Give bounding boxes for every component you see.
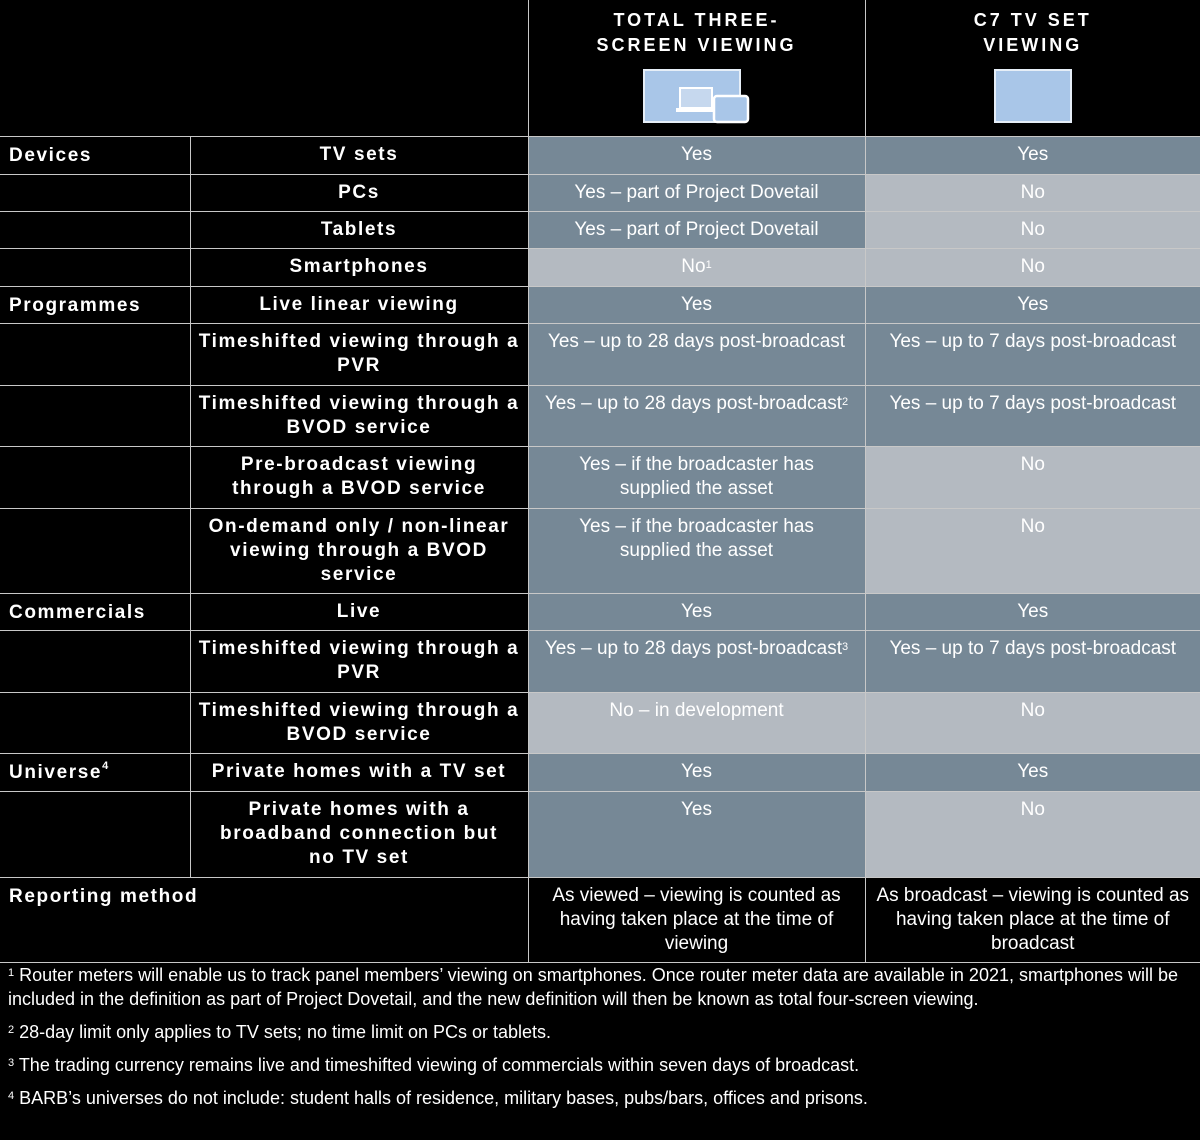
row-category [0, 286, 190, 323]
header-row [0, 0, 1200, 136]
three-screen-value [528, 593, 865, 630]
three-screen-value [528, 791, 865, 877]
value-text: Yes [681, 798, 712, 820]
footnote-text: The trading currency remains live and timeshifted viewing of commercials within seven days of broadcast. [18, 1055, 860, 1075]
value-text: Yes [681, 600, 712, 622]
row-category [0, 791, 190, 877]
row-label-text: Live linear viewing [259, 293, 459, 315]
row-category [0, 692, 190, 753]
cell-text [533, 330, 861, 354]
footnote-number: 4 [8, 1090, 15, 1102]
row-category [0, 174, 190, 211]
c7-value [865, 446, 1200, 508]
c7-value [865, 286, 1200, 323]
row-label [190, 385, 528, 446]
row-category [0, 248, 190, 286]
cell-text [533, 143, 861, 167]
value-text: No [1020, 181, 1045, 203]
row-label-text: On-demand only / non-linear viewing through a BVOD service [208, 515, 510, 585]
table-row [0, 136, 1200, 174]
value-text: Yes – up to 28 days post-broadcast [544, 637, 843, 659]
c7-value [865, 692, 1200, 753]
footnote-text: BARB’s universes do not include: student halls of residence, military bases, pubs/bars, offices and prisons. [19, 1088, 868, 1108]
cell-text [567, 515, 827, 563]
three-screen-value [528, 385, 865, 446]
footnote [0, 1053, 1200, 1077]
row-label [190, 791, 528, 877]
table-row [0, 593, 1200, 630]
cell-text [533, 760, 861, 784]
footnote [0, 1086, 1200, 1110]
column-title: C7 TV SET VIEWING [973, 10, 1092, 55]
row-label [190, 211, 528, 248]
row-label [190, 508, 528, 593]
cell-text [533, 255, 861, 279]
c7-value [865, 508, 1200, 593]
table-row [0, 323, 1200, 385]
row-label [190, 692, 528, 753]
c7-value [865, 323, 1200, 385]
cell-text [533, 293, 861, 317]
category-label: Universe [9, 761, 103, 783]
value-text: Yes [1017, 143, 1049, 165]
footnote-marker: 1 [705, 258, 712, 271]
three-screen-value [528, 323, 865, 385]
row-label-text: Tablets [320, 218, 398, 240]
value-text: Yes – up to 7 days post-broadcast [889, 637, 1177, 659]
table-row [0, 385, 1200, 446]
row-label [190, 446, 528, 508]
value-text: Yes [1017, 760, 1049, 782]
category-label: Commercials [9, 601, 146, 623]
cell-text [533, 637, 861, 661]
row-category [0, 136, 190, 174]
value-text: Yes – up to 7 days post-broadcast [889, 392, 1177, 414]
reporting-text: As broadcast – viewing is counted as having taken place at the time of broadcast [876, 884, 1190, 954]
three-screen-value [528, 630, 865, 692]
value-text: No [1020, 515, 1045, 537]
three-screen-reporting [528, 877, 865, 963]
value-text: Yes – up to 7 days post-broadcast [889, 330, 1177, 352]
row-category [0, 630, 190, 692]
row-label-text: Smartphones [289, 255, 429, 277]
row-category [0, 508, 190, 593]
cell-text [533, 699, 861, 723]
value-text: No [1020, 453, 1045, 475]
row-label-text: Live [336, 600, 382, 622]
c7-value [865, 136, 1200, 174]
c7-value [865, 791, 1200, 877]
three-screen-value [528, 174, 865, 211]
row-category [0, 753, 190, 791]
row-category [0, 323, 190, 385]
table-row [0, 446, 1200, 508]
value-text: Yes – if the broadcaster has supplied the asset [579, 515, 814, 561]
table-row [0, 508, 1200, 593]
c7-value [865, 248, 1200, 286]
value-text: No [1020, 255, 1045, 277]
row-label-text: Timeshifted viewing through a PVR [198, 330, 520, 376]
c7-value [865, 211, 1200, 248]
row-category [0, 211, 190, 248]
table-row [0, 174, 1200, 211]
value-text: No [1020, 798, 1045, 820]
tv-icon [993, 68, 1073, 126]
value-text: No [1020, 699, 1045, 721]
footnote [0, 1020, 1200, 1044]
value-text: Yes – up to 28 days post-broadcast [544, 392, 843, 414]
cell-text [533, 218, 861, 242]
value-text: No [1020, 218, 1045, 240]
row-label [190, 136, 528, 174]
footnote-number: 1 [8, 967, 15, 979]
row-category [0, 385, 190, 446]
three-screen-value [528, 508, 865, 593]
value-text: Yes – part of Project Dovetail [574, 181, 819, 203]
cell-text [567, 453, 827, 501]
row-label-text: Timeshifted viewing through a BVOD service [198, 392, 520, 438]
table-row [0, 753, 1200, 791]
table-row [0, 692, 1200, 753]
value-text: Yes – part of Project Dovetail [574, 218, 819, 240]
value-text: Yes [681, 760, 712, 782]
three-screen-value [528, 211, 865, 248]
c7-value [865, 385, 1200, 446]
row-label [190, 593, 528, 630]
value-text: Yes – up to 28 days post-broadcast [547, 330, 846, 352]
footnote-marker: 3 [842, 640, 849, 653]
column-title: TOTAL THREE-SCREEN VIEWING [596, 10, 797, 55]
reporting-label [0, 877, 528, 963]
row-category [0, 446, 190, 508]
c7-value [865, 593, 1200, 630]
row-label [190, 753, 528, 791]
three-screen-value [528, 446, 865, 508]
table-row [0, 791, 1200, 877]
table-row [0, 630, 1200, 692]
value-text: Yes [1017, 600, 1049, 622]
category-label: Programmes [9, 294, 142, 316]
reporting-label-text: Reporting method [9, 885, 199, 907]
cell-text [533, 798, 861, 822]
footnote-text: 28-day limit only applies to TV sets; no time limit on PCs or tablets. [19, 1022, 552, 1042]
c7-reporting [865, 877, 1200, 963]
value-text: No – in development [609, 699, 784, 721]
value-text: Yes – if the broadcaster has supplied the asset [579, 453, 814, 499]
row-label-text: Timeshifted viewing through a BVOD service [198, 699, 520, 745]
c7-value [865, 174, 1200, 211]
row-category [0, 593, 190, 630]
table-row [0, 211, 1200, 248]
footnotes [0, 962, 1200, 1110]
three-screen-value [528, 286, 865, 323]
footnote [0, 963, 1200, 1011]
row-label-text: Pre-broadcast viewing through a BVOD service [232, 453, 486, 499]
reporting-text: As viewed – viewing is counted as having taken place at the time of viewing [552, 884, 841, 954]
value-text: Yes [681, 293, 712, 315]
row-label [190, 630, 528, 692]
row-label-text: Private homes with a broadband connection but no TV set [220, 798, 498, 868]
cell-text [533, 181, 861, 205]
footnote-number: 3 [8, 1057, 15, 1069]
cell-text [533, 392, 861, 416]
three-screen-value [528, 248, 865, 286]
column-header-three-screen [528, 0, 865, 136]
c7-value [865, 753, 1200, 791]
cell-text [533, 600, 861, 624]
row-label [190, 286, 528, 323]
row-label-text: Timeshifted viewing through a PVR [198, 637, 520, 683]
category-label: Devices [9, 144, 93, 166]
row-label [190, 323, 528, 385]
column-header-c7 [865, 0, 1200, 136]
footnote-number: 2 [8, 1024, 15, 1036]
value-text: Yes [681, 143, 712, 165]
table-row [0, 286, 1200, 323]
footnote-marker: 4 [102, 759, 110, 772]
reporting-row [0, 877, 1200, 963]
c7-value [865, 630, 1200, 692]
row-label-text: Private homes with a TV set [211, 760, 507, 782]
footnote-text: Router meters will enable us to track panel members’ viewing on smartphones. Once router meter data are available in 2021, smartphones will be included in the definition as part of Project Dovetail, and the new definition will then be known as total four-screen viewing. [8, 965, 1179, 1009]
header-spacer [0, 0, 528, 136]
value-text: No [681, 255, 706, 277]
multi-device-icon [642, 68, 752, 126]
table-row [0, 248, 1200, 286]
row-label-text: TV sets [319, 143, 399, 165]
three-screen-value [528, 753, 865, 791]
row-label [190, 174, 528, 211]
three-screen-value [528, 692, 865, 753]
row-label [190, 248, 528, 286]
row-label-text: PCs [338, 181, 380, 203]
three-screen-value [528, 136, 865, 174]
footnote-marker: 2 [842, 395, 849, 408]
value-text: Yes [1017, 293, 1049, 315]
